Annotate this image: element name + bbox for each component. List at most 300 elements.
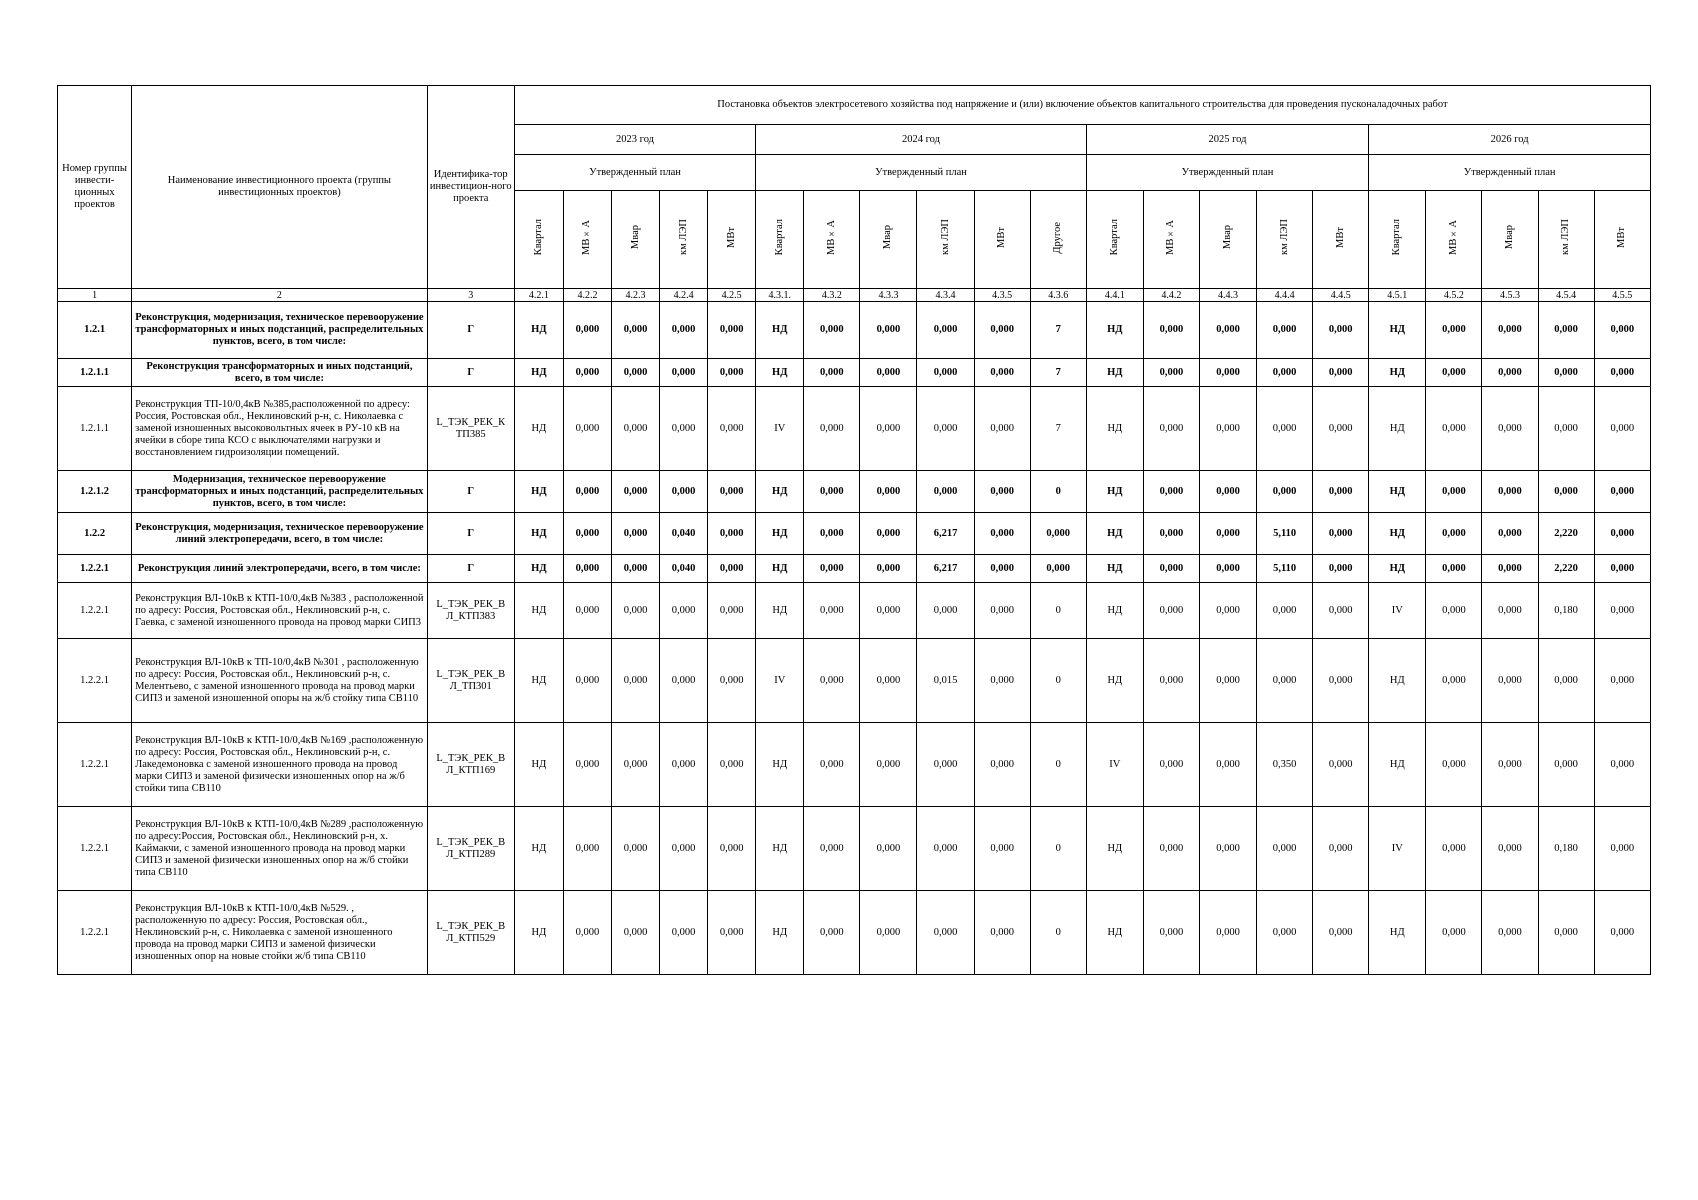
table-row [58, 583, 1651, 639]
row-value-cell: 0,000 [1199, 891, 1256, 975]
row-value-cell: 0,000 [1594, 807, 1650, 891]
row-identifier: L_ТЭК_РЕК_В Л_ТП301 [427, 639, 514, 723]
unit-header: Другое [1030, 191, 1086, 289]
row-value-cell: 0,000 [974, 583, 1030, 639]
row-value-cell: НД [514, 387, 563, 471]
row-value-cell: 0 [1030, 639, 1086, 723]
table-row [58, 723, 1651, 807]
unit-header: МВт [708, 191, 756, 289]
column-number: 1 [58, 289, 132, 302]
unit-header: МВт [1594, 191, 1650, 289]
column-number: 4.2.1 [514, 289, 563, 302]
table-row [58, 359, 1651, 387]
row-value-cell: 0,000 [708, 302, 756, 359]
row-value-cell: 0,000 [563, 555, 611, 583]
column-number: 4.4.1 [1086, 289, 1143, 302]
row-value-cell: 0,000 [1482, 723, 1538, 807]
row-value-cell: 0,000 [1594, 513, 1650, 555]
row-value-cell: 0,000 [1482, 807, 1538, 891]
row-value-cell: 0,000 [708, 387, 756, 471]
row-value-cell: 0,000 [1482, 302, 1538, 359]
row-value-cell: 0,000 [1257, 387, 1313, 471]
column-number: 4.2.4 [660, 289, 708, 302]
row-value-cell: 0,000 [974, 807, 1030, 891]
row-value-cell: 6,217 [917, 513, 974, 555]
row-value-cell: 0,000 [1538, 723, 1594, 807]
row-value-cell: 0,000 [1426, 807, 1482, 891]
row-project-name: Реконструкция, модернизация, техническое перевооружение линий электропередачи, всего, в том числе: [132, 513, 428, 555]
row-value-cell: 0,000 [1482, 555, 1538, 583]
row-value-cell: 0,000 [611, 807, 659, 891]
row-value-cell: 0,000 [1199, 639, 1256, 723]
row-value-cell: НД [514, 471, 563, 513]
row-group-number: 1.2.2.1 [58, 555, 132, 583]
row-value-cell: 0,000 [611, 583, 659, 639]
row-value-cell: 0,000 [660, 583, 708, 639]
row-value-cell: НД [514, 639, 563, 723]
row-value-cell: 0,000 [1538, 891, 1594, 975]
row-value-cell: 0,000 [917, 471, 974, 513]
column-number: 4.3.5 [974, 289, 1030, 302]
row-value-cell: 0,000 [1594, 639, 1650, 723]
row-group-number: 1.2.1.1 [58, 387, 132, 471]
row-identifier: L_ТЭК_РЕК_В Л_КТП383 [427, 583, 514, 639]
row-value-cell: НД [1086, 639, 1143, 723]
row-value-cell: 0,000 [1538, 639, 1594, 723]
row-value-cell: 0,000 [708, 471, 756, 513]
investment-projects-table [57, 85, 1651, 975]
row-identifier: Г [427, 302, 514, 359]
row-group-number: 1.2.2.1 [58, 807, 132, 891]
unit-header: км ЛЭП [1538, 191, 1594, 289]
column-number: 4.5.3 [1482, 289, 1538, 302]
row-project-name: Реконструкция линий электропередачи, всего, в том числе: [132, 555, 428, 583]
row-value-cell: НД [756, 302, 804, 359]
row-value-cell: НД [1086, 471, 1143, 513]
row-value-cell: 0,180 [1538, 807, 1594, 891]
row-value-cell: НД [756, 471, 804, 513]
row-value-cell: 0,000 [1199, 583, 1256, 639]
row-value-cell: НД [1369, 359, 1426, 387]
column-number: 4.3.2 [804, 289, 860, 302]
investment-table-sheet [57, 85, 1651, 975]
row-value-cell: НД [1369, 471, 1426, 513]
unit-header: МВт [974, 191, 1030, 289]
column-number: 4.4.4 [1257, 289, 1313, 302]
row-value-cell: 0,000 [917, 807, 974, 891]
row-value-cell: 0,000 [660, 723, 708, 807]
row-value-cell: 0,000 [917, 891, 974, 975]
row-value-cell: 0,000 [563, 471, 611, 513]
row-value-cell: 0,000 [563, 387, 611, 471]
row-value-cell: 0,000 [611, 387, 659, 471]
row-group-number: 1.2.2.1 [58, 723, 132, 807]
row-group-number: 1.2.2 [58, 513, 132, 555]
row-value-cell: 0,000 [974, 555, 1030, 583]
row-value-cell: 0,000 [660, 807, 708, 891]
row-value-cell: 0,000 [1482, 583, 1538, 639]
row-value-cell: 0,000 [1426, 891, 1482, 975]
row-value-cell: 0,000 [1313, 359, 1369, 387]
row-value-cell: 0,000 [1482, 513, 1538, 555]
unit-header: км ЛЭП [660, 191, 708, 289]
row-value-cell: НД [756, 359, 804, 387]
unit-header: Мвар [1199, 191, 1256, 289]
row-value-cell: 0,000 [708, 583, 756, 639]
row-value-cell: 0,000 [563, 891, 611, 975]
row-value-cell: 0,000 [1143, 891, 1199, 975]
unit-header: МВ×А [1143, 191, 1199, 289]
row-value-cell: 0,000 [660, 471, 708, 513]
row-value-cell: 0,000 [917, 583, 974, 639]
row-value-cell: НД [514, 583, 563, 639]
unit-header: МВт [1313, 191, 1369, 289]
row-value-cell: 0,000 [860, 807, 917, 891]
row-value-cell: 0,000 [563, 513, 611, 555]
row-value-cell: 0,000 [1594, 583, 1650, 639]
row-value-cell: 0,000 [1426, 471, 1482, 513]
row-value-cell: 0,000 [1482, 639, 1538, 723]
row-value-cell: 0,000 [860, 471, 917, 513]
column-number: 4.2.5 [708, 289, 756, 302]
row-value-cell: 0,000 [860, 583, 917, 639]
row-value-cell: 0,000 [1257, 639, 1313, 723]
row-value-cell: 7 [1030, 359, 1086, 387]
row-value-cell: НД [1369, 891, 1426, 975]
row-value-cell: 0,000 [563, 639, 611, 723]
row-value-cell: НД [756, 807, 804, 891]
row-value-cell: 0,000 [1482, 359, 1538, 387]
row-value-cell: 0,000 [1199, 302, 1256, 359]
row-value-cell: НД [514, 723, 563, 807]
row-project-name: Модернизация, техническое перевооружение трансформаторных и иных подстанций, распределительных пунктов, всего, в том числе: [132, 471, 428, 513]
row-value-cell: IV [756, 387, 804, 471]
row-project-name: Реконструкция ВЛ-10кВ к КТП-10/0,4кВ №383 , расположенной по адресу: Россия, Ростовская обл., Неклиновский р-н, с. Гаевка, с заменой изношенного провода на провод марки СИП3 [132, 583, 428, 639]
row-value-cell: 0,000 [1199, 807, 1256, 891]
row-value-cell: 0,000 [974, 639, 1030, 723]
row-value-cell: 0,000 [804, 807, 860, 891]
row-value-cell: 0,000 [1199, 359, 1256, 387]
row-value-cell: 0,000 [708, 723, 756, 807]
row-value-cell: 0,000 [1594, 471, 1650, 513]
row-value-cell: 0,000 [1199, 513, 1256, 555]
row-value-cell: 0,000 [1143, 471, 1199, 513]
row-value-cell: 0,000 [1313, 302, 1369, 359]
row-value-cell: 0,015 [917, 639, 974, 723]
row-group-number: 1.2.1.2 [58, 471, 132, 513]
row-value-cell: НД [1086, 583, 1143, 639]
row-project-name: Реконструкция, модернизация, техническое перевооружение трансформаторных и иных подстанций, распределительных пунктов, всего, в том числе: [132, 302, 428, 359]
row-value-cell: 0 [1030, 583, 1086, 639]
row-value-cell: 5,110 [1257, 513, 1313, 555]
row-value-cell: 0,000 [1426, 555, 1482, 583]
row-value-cell: НД [1086, 387, 1143, 471]
row-identifier: L_ТЭК_РЕК_В Л_КТП289 [427, 807, 514, 891]
row-value-cell: 0,000 [1143, 807, 1199, 891]
row-value-cell: 0,000 [1199, 555, 1256, 583]
row-value-cell: 0,000 [611, 471, 659, 513]
header-year-2023: 2023 год [514, 125, 755, 155]
row-value-cell: 0,000 [1199, 471, 1256, 513]
row-value-cell: 0,000 [860, 387, 917, 471]
table-row [58, 807, 1651, 891]
row-value-cell: 0,000 [1313, 583, 1369, 639]
row-value-cell: 0,000 [1030, 513, 1086, 555]
row-value-cell: НД [1086, 302, 1143, 359]
row-value-cell: 0,000 [804, 387, 860, 471]
row-value-cell: 0,000 [804, 583, 860, 639]
row-value-cell: НД [514, 359, 563, 387]
row-value-cell: 0,000 [708, 359, 756, 387]
row-value-cell: 0,000 [804, 723, 860, 807]
row-value-cell: НД [1369, 723, 1426, 807]
column-number: 4.5.5 [1594, 289, 1650, 302]
row-value-cell: 0,000 [1594, 555, 1650, 583]
column-number: 4.5.4 [1538, 289, 1594, 302]
row-value-cell: 0 [1030, 471, 1086, 513]
column-number: 3 [427, 289, 514, 302]
row-value-cell: НД [1369, 387, 1426, 471]
column-number: 4.3.6 [1030, 289, 1086, 302]
row-project-name: Реконструкция ВЛ-10кВ к КТП-10/0,4кВ №289 ,расположенную по адресу:Россия, Ростовская обл., Неклиновский р-н, х. Каймакчи, с заменой изношенного провода на провод марки СИП3 и заменой физически изношенных опор на ж/б стойки типа СВ110 [132, 807, 428, 891]
row-project-name: Реконструкция ТП-10/0,4кВ №385,расположенной по адресу: Россия, Ростовская обл., Неклиновский р-н, с. Николаевка с заменой изношенных высоковольтных ячеек в РУ-10 кВ на ячейки в сборе типа КСО с выключателями нагрузки и восстановлением гидроизоляции помещений. [132, 387, 428, 471]
row-value-cell: НД [1369, 555, 1426, 583]
row-value-cell: 0 [1030, 723, 1086, 807]
row-value-cell: 0,350 [1257, 723, 1313, 807]
row-value-cell: 0,000 [1030, 555, 1086, 583]
row-value-cell: 0,000 [974, 513, 1030, 555]
row-value-cell: 0,000 [917, 302, 974, 359]
row-value-cell: НД [514, 513, 563, 555]
table-row [58, 387, 1651, 471]
row-value-cell: 7 [1030, 302, 1086, 359]
unit-header: км ЛЭП [1257, 191, 1313, 289]
row-value-cell: НД [514, 555, 563, 583]
row-value-cell: 0,000 [1594, 302, 1650, 359]
header-plan-2023: Утвержденный план [514, 155, 755, 191]
table-row [58, 513, 1651, 555]
row-value-cell: 0,000 [1257, 807, 1313, 891]
header-plan-2025: Утвержденный план [1086, 155, 1368, 191]
row-value-cell: 0,000 [708, 891, 756, 975]
column-number: 4.2.2 [563, 289, 611, 302]
row-group-number: 1.2.2.1 [58, 583, 132, 639]
column-number: 2 [132, 289, 428, 302]
row-value-cell: 0,000 [804, 471, 860, 513]
row-value-cell: 0,000 [1313, 639, 1369, 723]
row-value-cell: 0,000 [563, 359, 611, 387]
row-value-cell: НД [1086, 555, 1143, 583]
row-value-cell: 0,000 [1426, 583, 1482, 639]
row-group-number: 1.2.2.1 [58, 639, 132, 723]
column-number: 4.3.4 [917, 289, 974, 302]
row-value-cell: 0,000 [1426, 302, 1482, 359]
row-value-cell: НД [756, 555, 804, 583]
row-value-cell: 2,220 [1538, 555, 1594, 583]
row-group-number: 1.2.2.1 [58, 891, 132, 975]
row-identifier: L_ТЭК_РЕК_К ТП385 [427, 387, 514, 471]
row-value-cell: 0,000 [611, 723, 659, 807]
unit-header: Квартал [514, 191, 563, 289]
row-value-cell: 0,000 [660, 891, 708, 975]
row-value-cell: 0,000 [1143, 723, 1199, 807]
row-value-cell: 0,000 [1313, 807, 1369, 891]
row-group-number: 1.2.1.1 [58, 359, 132, 387]
row-value-cell: 0,000 [1594, 723, 1650, 807]
row-identifier: Г [427, 555, 514, 583]
table-row [58, 471, 1651, 513]
row-value-cell: 0,000 [1257, 891, 1313, 975]
row-value-cell: 0,000 [1143, 555, 1199, 583]
row-value-cell: 0,000 [660, 359, 708, 387]
header-year-2025: 2025 год [1086, 125, 1368, 155]
row-value-cell: 0,000 [708, 555, 756, 583]
column-number: 4.5.1 [1369, 289, 1426, 302]
row-value-cell: 0,000 [1313, 555, 1369, 583]
row-group-number: 1.2.1 [58, 302, 132, 359]
row-value-cell: 0,000 [1313, 891, 1369, 975]
table-row [58, 891, 1651, 975]
header-group-number: Номер группы инвести-ционных проектов [58, 86, 132, 289]
row-value-cell: 0,000 [860, 555, 917, 583]
row-value-cell: 0,000 [1594, 387, 1650, 471]
table-row [58, 639, 1651, 723]
row-identifier: L_ТЭК_РЕК_В Л_КТП169 [427, 723, 514, 807]
row-identifier: Г [427, 513, 514, 555]
row-value-cell: 0,000 [1426, 513, 1482, 555]
unit-header: Мвар [860, 191, 917, 289]
row-value-cell: 0,000 [974, 302, 1030, 359]
row-value-cell: НД [514, 302, 563, 359]
row-value-cell: 0 [1030, 807, 1086, 891]
header-title: Постановка объектов электросетевого хозяйства под напряжение и (или) включение объектов капитального строительства для проведения пусконаладочных работ [514, 86, 1650, 125]
row-identifier: L_ТЭК_РЕК_В Л_КТП529 [427, 891, 514, 975]
row-value-cell: 0,000 [1199, 723, 1256, 807]
row-value-cell: IV [1086, 723, 1143, 807]
row-value-cell: 0,000 [1257, 471, 1313, 513]
row-value-cell: 5,110 [1257, 555, 1313, 583]
column-number: 4.2.3 [611, 289, 659, 302]
row-value-cell: 0,000 [804, 359, 860, 387]
column-number: 4.4.2 [1143, 289, 1199, 302]
table-body [58, 289, 1651, 975]
row-value-cell: 0,000 [611, 891, 659, 975]
table-row [58, 302, 1651, 359]
row-value-cell: 0,000 [1482, 387, 1538, 471]
row-value-cell: 0,000 [563, 583, 611, 639]
row-value-cell: 0,000 [1143, 302, 1199, 359]
row-value-cell: 7 [1030, 387, 1086, 471]
row-value-cell: 0,000 [1594, 891, 1650, 975]
row-value-cell: 0,000 [974, 387, 1030, 471]
row-value-cell: 0,000 [1199, 387, 1256, 471]
unit-header: Квартал [1369, 191, 1426, 289]
row-identifier: Г [427, 359, 514, 387]
unit-header: Квартал [756, 191, 804, 289]
header-project-name: Наименование инвестиционного проекта (группы инвестиционных проектов) [132, 86, 428, 289]
row-project-name: Реконструкция ВЛ-10кВ к ТП-10/0,4кВ №301 , расположенную по адресу: Россия, Ростовская обл., Неклиновский р-н, с. Мелентьево, с заменой изношенного провода на провод марки СИП3 и заменой изношенной опоры на ж/б стойку типа СВ110 [132, 639, 428, 723]
row-value-cell: 0,000 [611, 555, 659, 583]
row-value-cell: 0,000 [917, 387, 974, 471]
row-value-cell: IV [1369, 807, 1426, 891]
row-value-cell: 0,000 [563, 723, 611, 807]
row-value-cell: 0,000 [1482, 891, 1538, 975]
column-number: 4.4.5 [1313, 289, 1369, 302]
row-value-cell: 0,000 [974, 471, 1030, 513]
row-value-cell: НД [514, 807, 563, 891]
row-value-cell: НД [514, 891, 563, 975]
row-value-cell: 0,000 [1538, 471, 1594, 513]
row-value-cell: 0,000 [1594, 359, 1650, 387]
row-value-cell: 0,000 [917, 359, 974, 387]
unit-header: Мвар [1482, 191, 1538, 289]
column-number: 4.3.3 [860, 289, 917, 302]
column-number: 4.5.2 [1426, 289, 1482, 302]
row-value-cell: 0,000 [1143, 387, 1199, 471]
row-value-cell: 0,000 [708, 639, 756, 723]
row-value-cell: 0,000 [804, 555, 860, 583]
row-value-cell: 0,000 [860, 639, 917, 723]
row-value-cell: 0,040 [660, 513, 708, 555]
row-value-cell: 0,000 [860, 891, 917, 975]
row-value-cell: 0,000 [1143, 639, 1199, 723]
row-value-cell: 0,000 [1426, 723, 1482, 807]
row-value-cell: 0 [1030, 891, 1086, 975]
unit-header: км ЛЭП [917, 191, 974, 289]
row-value-cell: НД [1369, 639, 1426, 723]
unit-header: МВ×А [563, 191, 611, 289]
header-year-2026: 2026 год [1369, 125, 1651, 155]
row-value-cell: 0,000 [974, 891, 1030, 975]
row-value-cell: 0,180 [1538, 583, 1594, 639]
row-value-cell: 0,000 [1143, 583, 1199, 639]
row-identifier: Г [427, 471, 514, 513]
column-number-row [58, 289, 1651, 302]
row-value-cell: 0,000 [974, 723, 1030, 807]
row-value-cell: НД [756, 583, 804, 639]
row-value-cell: 0,040 [660, 555, 708, 583]
row-project-name: Реконструкция трансформаторных и иных подстанций, всего, в том числе: [132, 359, 428, 387]
header-identifier: Идентифика-тор инвестицион-ного проекта [427, 86, 514, 289]
row-value-cell: НД [1369, 513, 1426, 555]
row-value-cell: 0,000 [917, 723, 974, 807]
row-value-cell: 0,000 [1538, 302, 1594, 359]
row-value-cell: 0,000 [860, 513, 917, 555]
table-row [58, 555, 1651, 583]
row-value-cell: 2,220 [1538, 513, 1594, 555]
row-value-cell: 0,000 [860, 723, 917, 807]
row-value-cell: 0,000 [1426, 387, 1482, 471]
row-value-cell: 0,000 [1426, 359, 1482, 387]
row-value-cell: 0,000 [563, 807, 611, 891]
row-value-cell: 0,000 [1143, 359, 1199, 387]
row-value-cell: 0,000 [1538, 359, 1594, 387]
row-value-cell: 0,000 [974, 359, 1030, 387]
row-value-cell: 0,000 [611, 359, 659, 387]
column-number: 4.4.3 [1199, 289, 1256, 302]
row-value-cell: 0,000 [1426, 639, 1482, 723]
row-value-cell: 0,000 [611, 302, 659, 359]
column-number: 4.3.1. [756, 289, 804, 302]
row-project-name: Реконструкция ВЛ-10кВ к КТП-10/0,4кВ №169 ,расположенную по адресу: Россия, Ростовская обл., Неклиновский р-н, с. Лакедемоновка с заменой изношенного провода на провод марки СИП3 и заменой физически изношенных опор на ж/б стойки типа СВ110 [132, 723, 428, 807]
row-value-cell: НД [1369, 302, 1426, 359]
row-value-cell: 0,000 [804, 513, 860, 555]
row-value-cell: 0,000 [860, 359, 917, 387]
row-value-cell: НД [1086, 807, 1143, 891]
row-value-cell: 0,000 [660, 302, 708, 359]
row-value-cell: 0,000 [1313, 387, 1369, 471]
row-value-cell: 0,000 [804, 639, 860, 723]
